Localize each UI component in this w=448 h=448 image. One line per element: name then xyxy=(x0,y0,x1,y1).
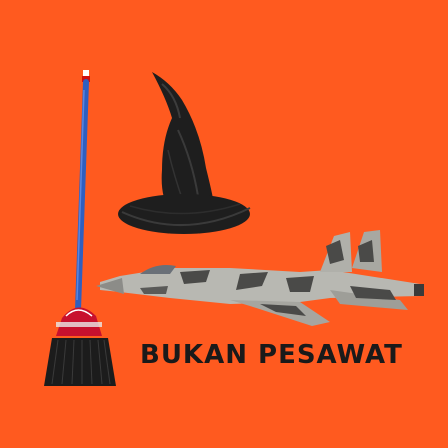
caption-text: BUKAN PESAWAT xyxy=(140,340,403,370)
fighter-jet-icon xyxy=(96,230,424,326)
broom-icon xyxy=(44,70,116,386)
witch-hat-icon xyxy=(118,72,250,234)
